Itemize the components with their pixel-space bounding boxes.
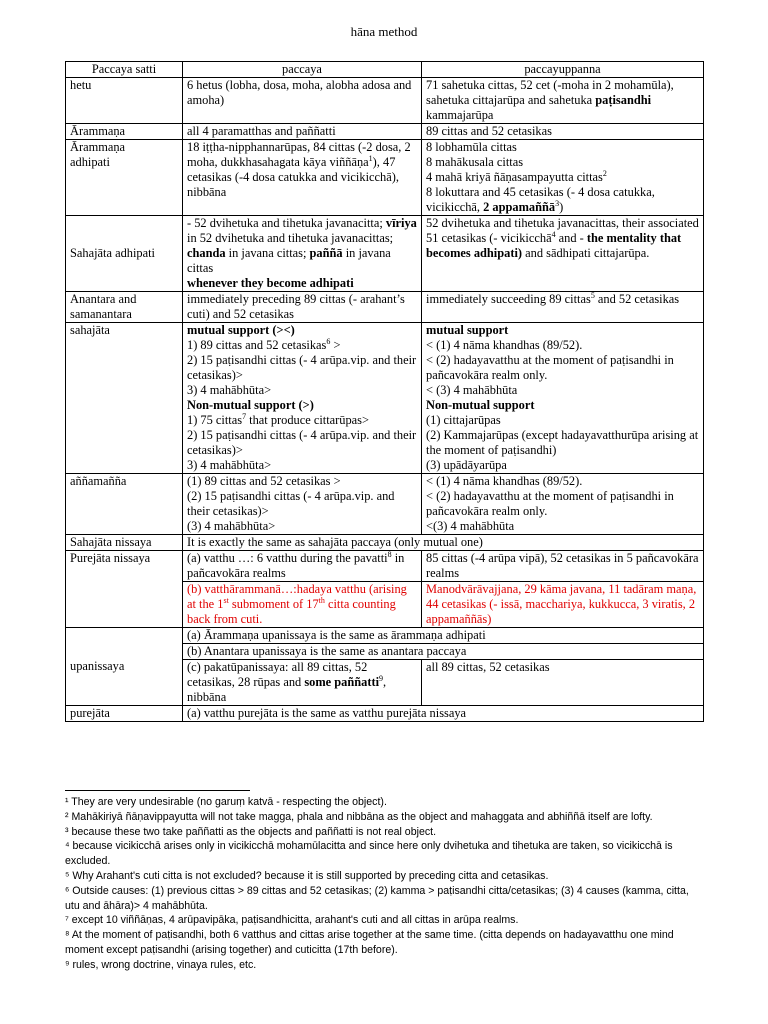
cell-text: 2) 15 paṭisandhi cittas (- 4 arūpa.vip. and their cetasikas)> (187, 353, 417, 382)
table-row (66, 140, 704, 216)
paccaya-cell (183, 660, 422, 706)
cell-text: ), 47 cetasikas (-4 dosa catukka and vicikicchā), nibbāna (187, 155, 399, 199)
cell-text: 52 dvihetuka and tihetuka javanacittas, their associated 51 cetasikas (- vicikicchā (426, 216, 699, 245)
cell-text: ) (559, 200, 564, 214)
footnote: ³ because these two take paññatti as the objects and paññatti is not real object. (65, 825, 437, 838)
bold-text: some paññatti (304, 675, 380, 689)
table-header-row (66, 62, 704, 78)
paccaya-cell (183, 582, 422, 628)
footnote: ⁸ At the moment of paṭisandhi, both 6 vatthus and cittas arise together at the same time. (citta depends on hadayavatthu one mind moment except paṭisandhi (arising together) and cuticitta (17th before). (65, 929, 674, 956)
cell-text: 2) 15 paṭisandhi cittas (- 4 arūpa.vip. and their cetasikas)> (187, 428, 417, 457)
cell-text: < (1) 4 nāma khandhas (89/52). (426, 338, 583, 352)
paccaya-cell: immediately preceding 89 cittas (- arahant’s cuti) and 52 cetasikas (183, 292, 422, 323)
row-label (66, 140, 183, 216)
cell-text: immediately succeeding 89 cittas (426, 292, 591, 306)
paccaya-cell: all 4 paramatthas and paññatti (183, 124, 422, 140)
bold-text: Non-mutual support (>) (187, 398, 314, 412)
table-row (66, 535, 704, 551)
cell-text: submoment of 17 (228, 597, 319, 611)
row-label: sahajāta (66, 323, 183, 474)
cell-text: 18 iṭṭha-nipphannarūpas, 84 cittas (-2 dosa, 2 moha, dukkhasahagata kāya viññāṇa (187, 140, 411, 169)
footnote-ref: 7 (242, 411, 247, 421)
row-label: upanissaya (66, 628, 183, 706)
table-row (66, 323, 704, 474)
merged-cell: (a) vatthu purejāta is the same as vatthu purejāta nissaya (183, 706, 704, 722)
cell-text: , nibbāna (187, 675, 387, 704)
superscript: th (318, 595, 325, 605)
cell-text: (2) 15 paṭisandhi cittas (- 4 arūpa.vip. and their cetasikas)> (187, 489, 395, 518)
row-label-line: Ārammaṇa (70, 140, 126, 154)
cell-text: < (2) hadayavatthu at the moment of paṭisandhi in pañcavokāra realm only. (426, 489, 674, 518)
row-label-line: Anantara and (70, 292, 137, 306)
cell-text: (a) vatthu …: 6 vatthu during the pavatti (187, 551, 388, 565)
cell-text: citta counting back from cuti. (187, 597, 396, 626)
footnote-ref: 4 (551, 229, 556, 239)
cell-text: in javana cittas; (225, 246, 310, 260)
table-row (66, 124, 704, 140)
row-label: purejāta (66, 706, 183, 722)
cell-text: and - (555, 231, 587, 245)
table-row (66, 474, 704, 535)
footnote: ² Mahākiriyā ñāṇavippayutta will not take magga, phala and nibbāna as the object and mahaggata and abhiññā itself are lofty. (65, 810, 653, 823)
row-label-line: adhipati (70, 155, 110, 169)
cell-text: <(3) 4 mahābhūta (426, 519, 515, 533)
paccayuppanna-cell (422, 216, 704, 292)
footnote-separator (65, 790, 250, 791)
paccayuppanna-cell: all 89 cittas, 52 cetasikas (422, 660, 704, 706)
bold-text: 2 appamaññā (483, 200, 556, 214)
table-row (66, 216, 704, 292)
cell-text: < (3) 4 mahābhūta (426, 383, 518, 397)
cell-text: sahetuka cittajarūpa and sahetuka (426, 93, 596, 107)
footnote: ⁵ Why Arahant's cuti citta is not excluded? because it is still supported by preceding citta and cetasikas. (65, 869, 549, 882)
cell-text: 8 mahākusala cittas (426, 155, 524, 169)
cell-text: that produce cittarūpas> (246, 413, 369, 427)
footnote: ⁷ except 10 viññāṇas, 4 arūpavipāka, paṭisandhicitta, arahant's cuti and all cittas in arūpa realms. (65, 914, 519, 927)
paccaya-cell (183, 216, 422, 292)
bold-text: paṭisandhi (595, 93, 652, 107)
row-label: aññamañña (66, 474, 183, 535)
merged-cell: (a) Ārammaṇa upanissaya is the same as ārammaṇa adhipati (183, 628, 704, 644)
table-row (66, 706, 704, 722)
table-row (66, 292, 704, 323)
merged-cell: (b) Anantara upanissaya is the same as anantara paccaya (183, 644, 704, 660)
cell-text: (2) Kammajarūpas (except hadayavatthurūpa arising at the moment of paṭisandhi) (426, 428, 699, 457)
paccaya-cell (183, 474, 422, 535)
table-row (66, 628, 704, 644)
bold-text: whenever they become adhipati (187, 276, 354, 290)
cell-text: 1) 75 cittas (187, 413, 243, 427)
paccayuppanna-cell (422, 78, 704, 124)
cell-text: (1) cittajarūpas (426, 413, 501, 427)
paccayuppanna-cell (422, 292, 704, 323)
paccayuppanna-cell: 89 cittas and 52 cetasikas (422, 124, 704, 140)
row-label: Sahajāta adhipati (66, 216, 183, 292)
paccaya-cell (183, 323, 422, 474)
cell-text: (1) 89 cittas and 52 cetasikas > (187, 474, 341, 488)
paccaya-cell (183, 551, 422, 582)
paccayuppanna-cell (422, 140, 704, 216)
row-label: Purejāta nissaya (66, 551, 183, 628)
footnote: ⁹ rules, wrong doctrine, vinaya rules, etc. (65, 958, 257, 971)
row-label: hetu (66, 78, 183, 124)
row-label: Sahajāta nissaya (66, 535, 183, 551)
footnote: ⁶ Outside causes: (1) previous cittas > 89 cittas and 52 cetasikas; (2) kamma > paṭisandhi citta/cetasikas; (3) 4 causes (kamma, citta, utu and āhāra)> 4 mahābhūta. (65, 884, 689, 912)
footnote-ref: 8 (387, 549, 392, 559)
bold-text: the mentality that becomes adhipati) (426, 231, 682, 260)
footnote-ref: 5 (590, 290, 595, 300)
footnote-ref: 9 (379, 673, 384, 683)
cell-text: and 52 cetasikas (594, 292, 680, 306)
cell-text: 8 lokuttara and 45 cetasikas (- 4 dosa catukka, vicikicchā, (426, 185, 655, 214)
merged-cell: It is exactly the same as sahajāta paccaya (only mutual one) (183, 535, 704, 551)
bold-text: mutual support (><) (187, 323, 295, 337)
cell-text: - 52 dvihetuka and tihetuka javanacitta; (187, 216, 386, 230)
footnote-ref: 3 (555, 198, 560, 208)
footnote-ref: 6 (326, 336, 331, 346)
bold-text: chanda (187, 246, 226, 260)
page-title: hāna method (350, 24, 418, 39)
cell-text: < (2) hadayavatthu at the moment of paṭisandhi in pañcavokāra realm only. (426, 353, 674, 382)
row-label-line: samanantara (70, 307, 132, 321)
cell-text: 1) 89 cittas and 52 cetasikas (187, 338, 327, 352)
footnote-ref: 2 (602, 168, 607, 178)
cell-text: (c) pakatūpanissaya: all 89 cittas, 52 cetasikas, 28 rūpas and (187, 660, 368, 689)
table-row (66, 551, 704, 582)
cell-text: 4 mahā kriyā ñāṇasampayutta cittas (426, 170, 603, 184)
cell-text: 71 sahetuka cittas, 52 cet (-moha in 2 mohamūla), (426, 78, 674, 92)
table-row (66, 78, 704, 124)
paccaya-cell: 6 hetus (lobha, dosa, moha, alobha adosa and amoha) (183, 78, 422, 124)
footnote: ¹ They are very undesirable (no garuṃ katvā - respecting the object). (65, 796, 387, 808)
cell-text: in 52 dvihetuka and tihetuka javanacittas; (187, 231, 394, 245)
paccaya-table (65, 61, 704, 722)
bold-text: vīriya (385, 216, 417, 230)
bold-text: paññā (309, 246, 343, 260)
column-header: paccayuppanna (422, 62, 704, 78)
cell-text: > (330, 338, 341, 352)
cell-text: in javana cittas (187, 246, 391, 275)
cell-text: < (1) 4 nāma khandhas (89/52). (426, 474, 583, 488)
row-label: Ārammaṇa (66, 124, 183, 140)
cell-text: (3) upādāyarūpa (426, 458, 507, 472)
cell-text: (3) 4 mahābhūta> (187, 519, 276, 533)
bold-text: Non-mutual support (426, 398, 535, 412)
cell-text: and sādhipati cittajarūpa. (522, 246, 650, 260)
cell-text: (b) vatthārammanā…:hadaya vatthu (arising at the 1 (187, 582, 407, 611)
bold-text: mutual support (426, 323, 509, 337)
cell-text: kammajarūpa (426, 108, 494, 122)
footnote: ⁴ because vicikicchā arises only in vicikicchā mohamūlacitta and since here only dvihetuka and tihetuka are taken, so vicikicchā is excluded. (65, 840, 673, 868)
footnotes (65, 795, 705, 973)
cell-text: 3) 4 mahābhūta> (187, 383, 272, 397)
cell-text: 3) 4 mahābhūta> (187, 458, 272, 472)
paccaya-cell (183, 140, 422, 216)
paccayuppanna-cell (422, 474, 704, 535)
cell-text: 8 lobhamūla cittas (426, 140, 517, 154)
paccayuppanna-cell (422, 323, 704, 474)
column-header: Paccaya satti (66, 62, 183, 78)
cell-text: in pañcavokāra realms (187, 551, 405, 580)
superscript: st (223, 595, 229, 605)
column-header: paccaya (183, 62, 422, 78)
row-label (66, 292, 183, 323)
footnote-ref: 1 (368, 153, 373, 163)
paccayuppanna-cell: 85 cittas (-4 arūpa vipā), 52 cetasikas in 5 pañcavokāra realms (422, 551, 704, 582)
paccayuppanna-cell: Manodvārāvajjana, 29 kāma javana, 11 tadāram maṇa, 44 cetasikas (- issā, macchariya, kukkucca, 3 viratis, 2 appamaññās) (422, 582, 704, 628)
